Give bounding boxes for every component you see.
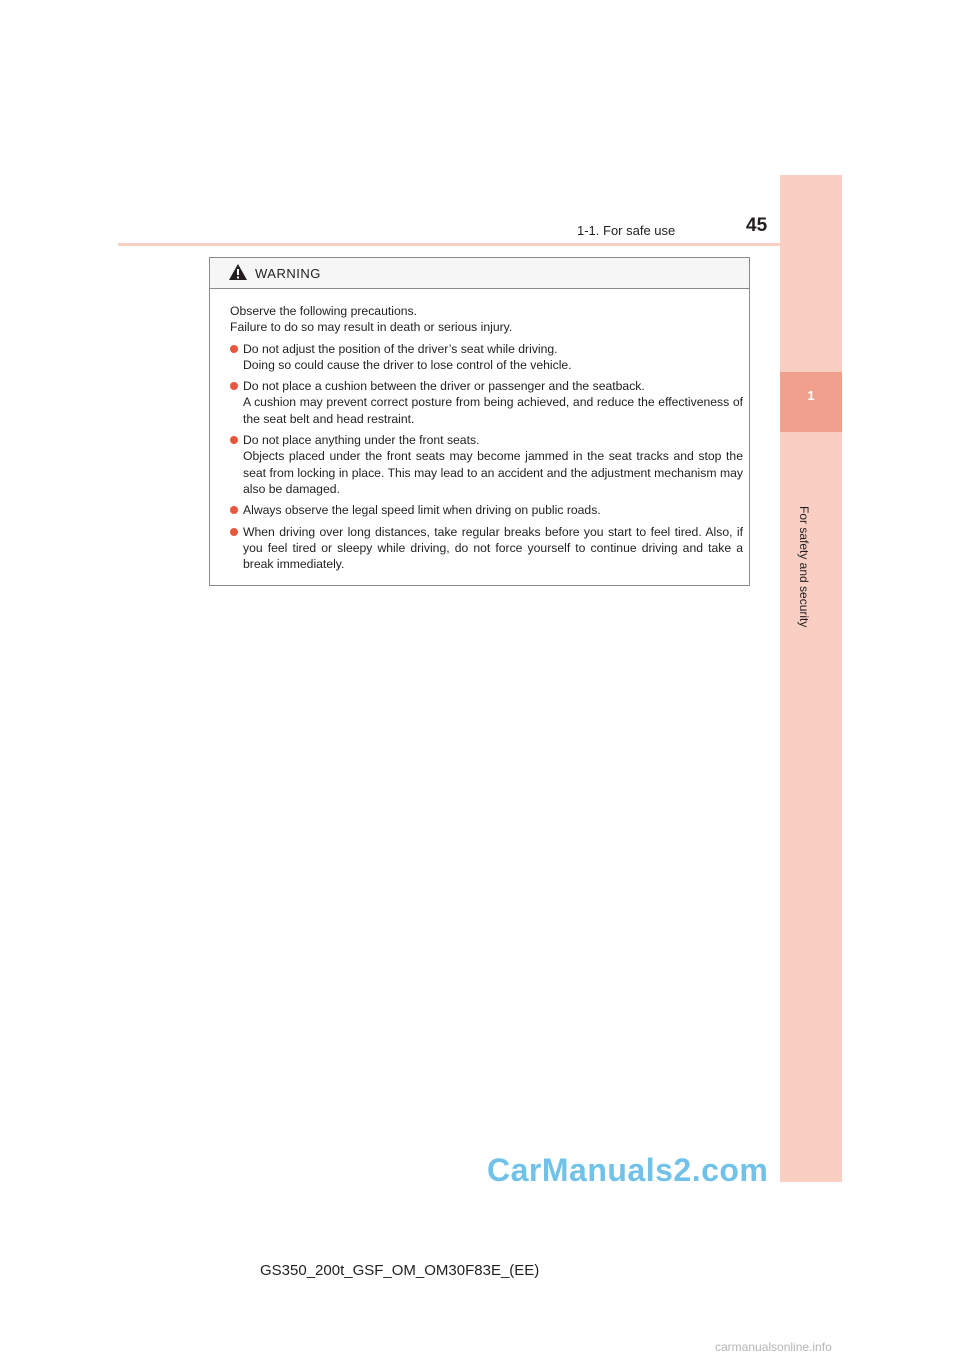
bullet-dot-icon	[230, 436, 238, 444]
header-rule	[118, 243, 842, 246]
warning-item: Do not adjust the position of the driver’s seat while driving. Doing so could cause the driver to lose control of the vehicle.	[230, 341, 743, 374]
warning-box	[209, 257, 750, 586]
warning-triangle-icon	[228, 263, 248, 281]
chapter-side-tab	[780, 175, 842, 1182]
chapter-number: 1	[807, 388, 815, 403]
warning-header	[210, 258, 749, 289]
bullet-dot-icon	[230, 345, 238, 353]
warning-item: Do not place a cushion between the driver or passenger and the seatback. A cushion may prevent correct posture from being achieved, and reduce the effectiveness of the seat belt and head restraint.	[230, 378, 743, 427]
bullet-dot-icon	[230, 528, 238, 536]
bullet-dot-icon	[230, 506, 238, 514]
carmanuals-watermark: CarManuals2.com	[487, 1152, 769, 1188]
warning-item: When driving over long distances, take regular breaks before you start to feel tired. Also, if you feel tired or sleepy while driving, do not force yourself to continue driving and take a break immediately.	[230, 524, 743, 573]
warning-item: Always observe the legal speed limit when driving on public roads.	[230, 502, 743, 518]
document-code: GS350_200t_GSF_OM_OM30F83E_(EE)	[260, 1262, 540, 1279]
chapter-title: For safety and security	[797, 506, 811, 628]
page-number: 45	[746, 215, 768, 236]
bottom-watermark: carmanualsonline.info	[715, 1340, 832, 1354]
warning-item: Do not place anything under the front seats. Objects placed under the front seats may become jammed in the seat tracks and stop the seat from locking in place. This may lead to an accident and the adjustment mechanism may also be damaged.	[230, 432, 743, 497]
warning-body	[210, 289, 749, 572]
section-label: 1-1. For safe use	[577, 223, 676, 238]
warning-intro: Observe the following precautions. Failure to do so may result in death or serious injury.	[230, 304, 513, 335]
bullet-dot-icon	[230, 382, 238, 390]
warning-title: WARNING	[255, 266, 321, 281]
